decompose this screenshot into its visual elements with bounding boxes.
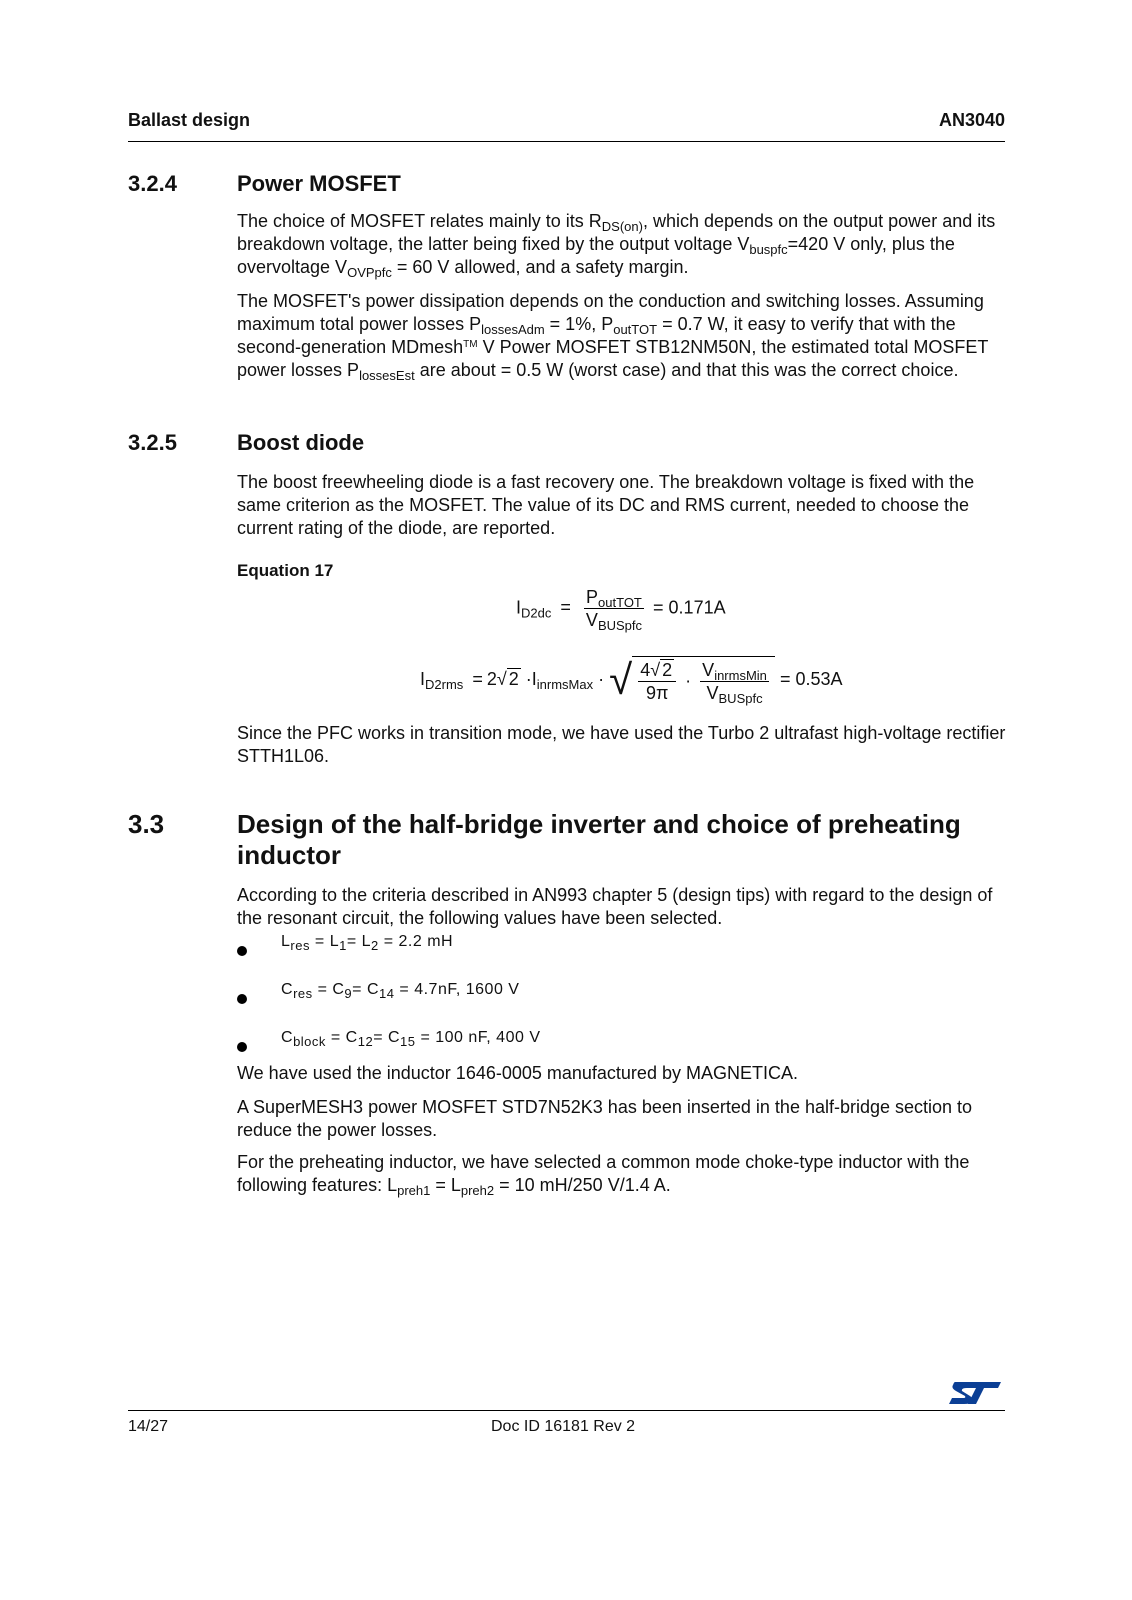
paragraph: We have used the inductor 1646-0005 manufactured by MAGNETICA. — [237, 1063, 798, 1083]
equation-d2rms: $I_{D2rms} = 2√$ $2 \cdot I_{inrmsMax}$ · √ $\frac{4√ 2}{9\pi}$ · $\frac{V_{inrmsMin}}{V_{BUSpfc}}$ = 0.53A — [420, 656, 843, 706]
bullet-icon — [237, 994, 247, 1004]
paragraph: The choice of MOSFET relates mainly to its $R_{DS(on)}$, which depends on the output power and its breakdown voltage, the latter being fixed by the output voltage $V_{buspfc}=420$ V only, plus the overvoltage $V_{OVPpfc} = 60$ V allowed, and a safety margin. — [237, 211, 996, 280]
section-number: 3.2.5 — [128, 430, 177, 455]
list-item: $L_{res} = L_1= L_2 = 2.2$ mH — [237, 943, 247, 959]
paragraph: For the preheating inductor, we have selected a common mode choke-type inductor with the following features: $L_{preh1} = L_{preh2} = 10$ mH/250 V/1.4 A. — [237, 1152, 970, 1198]
header-doc-number: AN3040 — [938, 110, 1005, 130]
header-section-title: Ballast design — [128, 110, 251, 130]
equation-d2dc: $I_{D2dc}$ = $\frac{P_{outTOT}}{V_{BUSpfc}}$ = 0.171A — [516, 587, 726, 633]
st-logo-icon — [947, 1380, 1003, 1406]
paragraph: The boost freewheeling diode is a fast recovery one. The breakdown voltage is fixed with the same criterion as the MOSFET. The value of its DC and RMS current, needed to choose the current rating of the diode, are reported. — [237, 472, 975, 538]
list-item: $C_{res} = C_9= C_{14} = 4.7nF$, 1600 V — [237, 991, 247, 1007]
section-title: Power MOSFET — [237, 171, 401, 196]
paragraph: A SuperMESH3 power MOSFET STD7N52K3 has been inserted in the half-bridge section to reduce the power losses. — [237, 1097, 973, 1140]
section-number: 3.3 — [128, 809, 165, 839]
paragraph: According to the criteria described in AN993 chapter 5 (design tips) with regard to the design of the resonant circuit, the following values have been selected. — [237, 885, 993, 928]
section-number: 3.2.4 — [128, 171, 177, 196]
page-number: 14/27 — [128, 1418, 169, 1435]
footer-rule — [128, 1410, 1005, 1411]
paragraph: The MOSFET's power dissipation depends on the conduction and switching losses. Assuming maximum total power losses $P_{lossesAdm} = 1\%$, $P_{outTOT} = 0.7$ W, it easy to verify that with the second-generation MDmesh™ V Power MOSFET STB12NM50N, the estimated total MOSFET power losses $P_{lossesEst}$ are about = 0.5 W (worst case) and that this was the correct choice. — [237, 291, 989, 383]
list-item: $C_{block} = C_{12}= C_{15} = 100$ nF, 400 V — [237, 1039, 247, 1055]
section-title: Boost diode — [237, 430, 365, 455]
equation-label: Equation 17 — [237, 561, 334, 580]
paragraph: Since the PFC works in transition mode, we have used the Turbo 2 ultrafast high-voltage rectifier STTH1L06. — [237, 723, 1006, 766]
bullet-icon — [237, 946, 247, 956]
header-rule — [128, 141, 1005, 142]
doc-id: Doc ID 16181 Rev 2 — [491, 1418, 636, 1435]
section-title: Design of the half-bridge inverter and choice of preheating inductor — [237, 809, 961, 870]
bullet-icon — [237, 1042, 247, 1052]
